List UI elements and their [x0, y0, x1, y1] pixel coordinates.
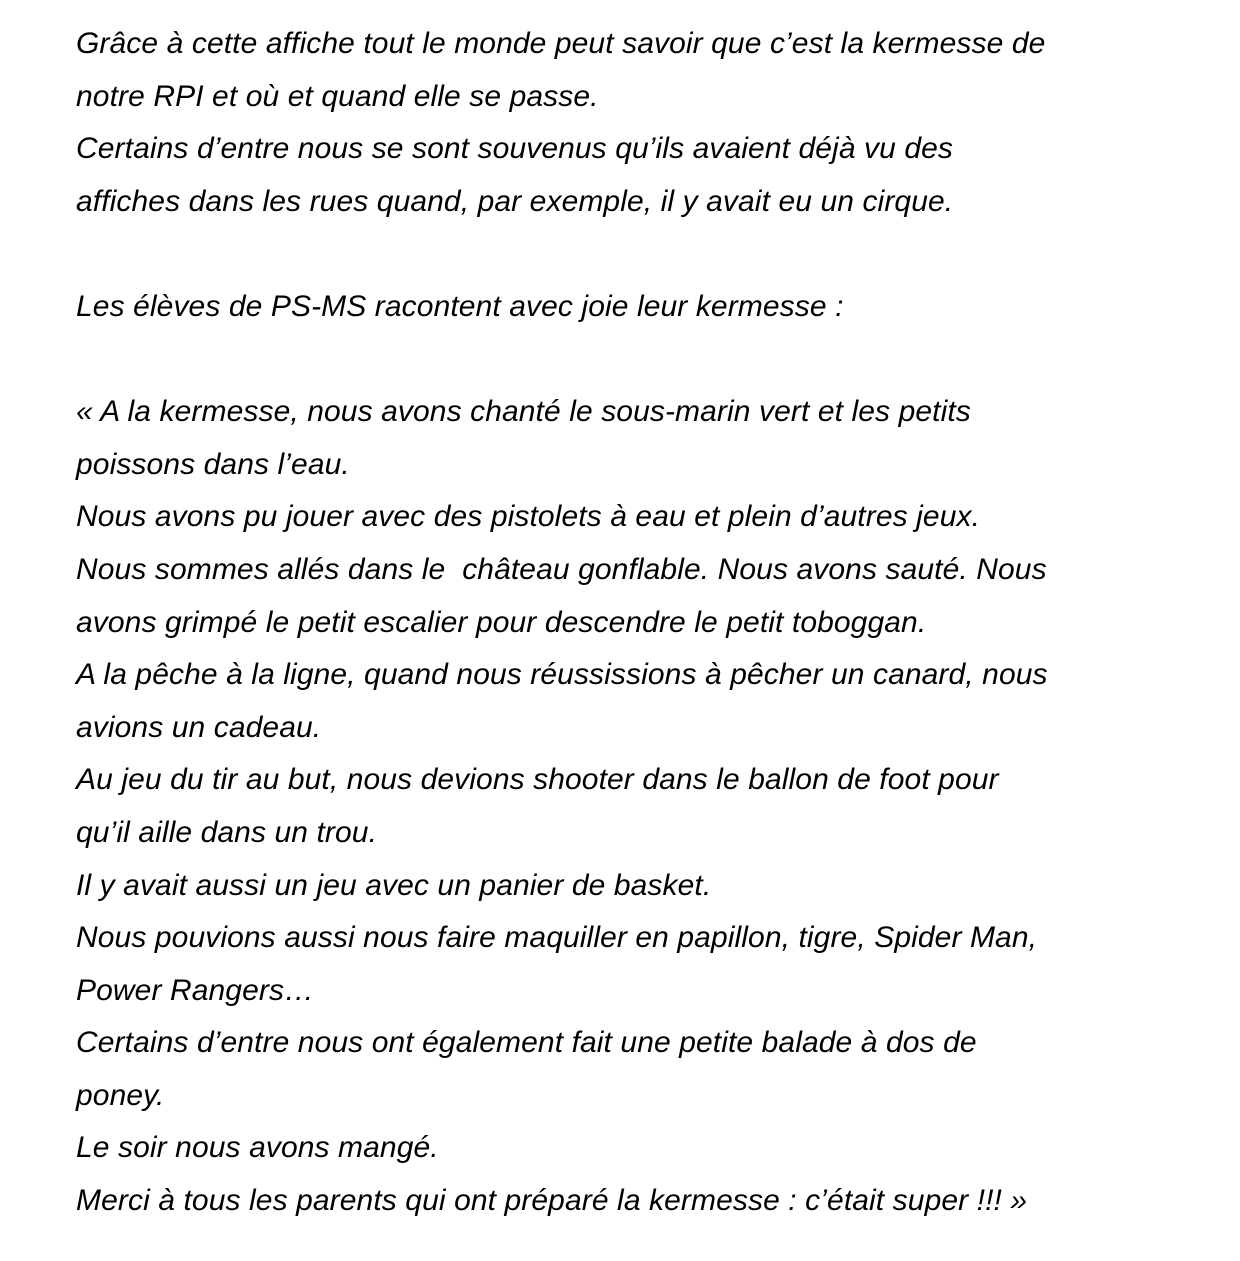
text-line: avions un cadeau.: [76, 710, 322, 744]
text-line: Grâce à cette affiche tout le monde peut savoir que c’est la kermesse de: [76, 27, 1046, 60]
text-line: qu’il aille dans un trou.: [76, 815, 378, 849]
text-line: Merci à tous les parents qui ont préparé la kermesse : c’était super !!! »: [76, 1184, 1028, 1218]
story-quote: [76, 386, 1196, 1228]
text-line: Nous avons pu jouer avec des pistolets à eau et plein d’autres jeux.: [76, 500, 981, 534]
text-line: Le soir nous avons mangé.: [76, 1131, 439, 1165]
text-line: poney.: [76, 1078, 165, 1112]
text-line: affiches dans les rues quand, par exemple, il y avait eu un cirque.: [76, 184, 954, 218]
text-line: « A la kermesse, nous avons chanté le sous-marin vert et les petits: [76, 395, 971, 429]
text-line: Nous sommes allés dans le château gonflable. Nous avons sauté. Nous: [76, 552, 1047, 586]
text-line: Certains d’entre nous ont également fait une petite balade à dos de: [76, 1026, 977, 1060]
text-line: Au jeu du tir au but, nous devions shooter dans le ballon de foot pour: [76, 763, 999, 797]
text-line: avons grimpé le petit escalier pour descendre le petit toboggan.: [76, 605, 927, 639]
text-line: Il y avait aussi un jeu avec un panier de basket.: [76, 868, 712, 902]
paragraph-spacer: [76, 334, 1196, 387]
lead-line: Les élèves de PS-MS racontent avec joie leur kermesse :: [76, 289, 844, 323]
text-line: Power Rangers…: [76, 973, 315, 1007]
paragraph-spacer: [76, 228, 1196, 281]
text-line: Certains d’entre nous se sont souvenus qu’ils avaient déjà vu des: [76, 132, 954, 166]
document-body: [76, 18, 1196, 1228]
text-line: poissons dans l’eau.: [76, 447, 350, 481]
text-line: Nous pouvions aussi nous faire maquiller en papillon, tigre, Spider Man,: [76, 921, 1038, 955]
intro-paragraph: [76, 18, 1196, 228]
text-line: notre RPI et où et quand elle se passe.: [76, 79, 599, 113]
text-line: A la pêche à la ligne, quand nous réussissions à pêcher un canard, nous: [76, 658, 1048, 692]
